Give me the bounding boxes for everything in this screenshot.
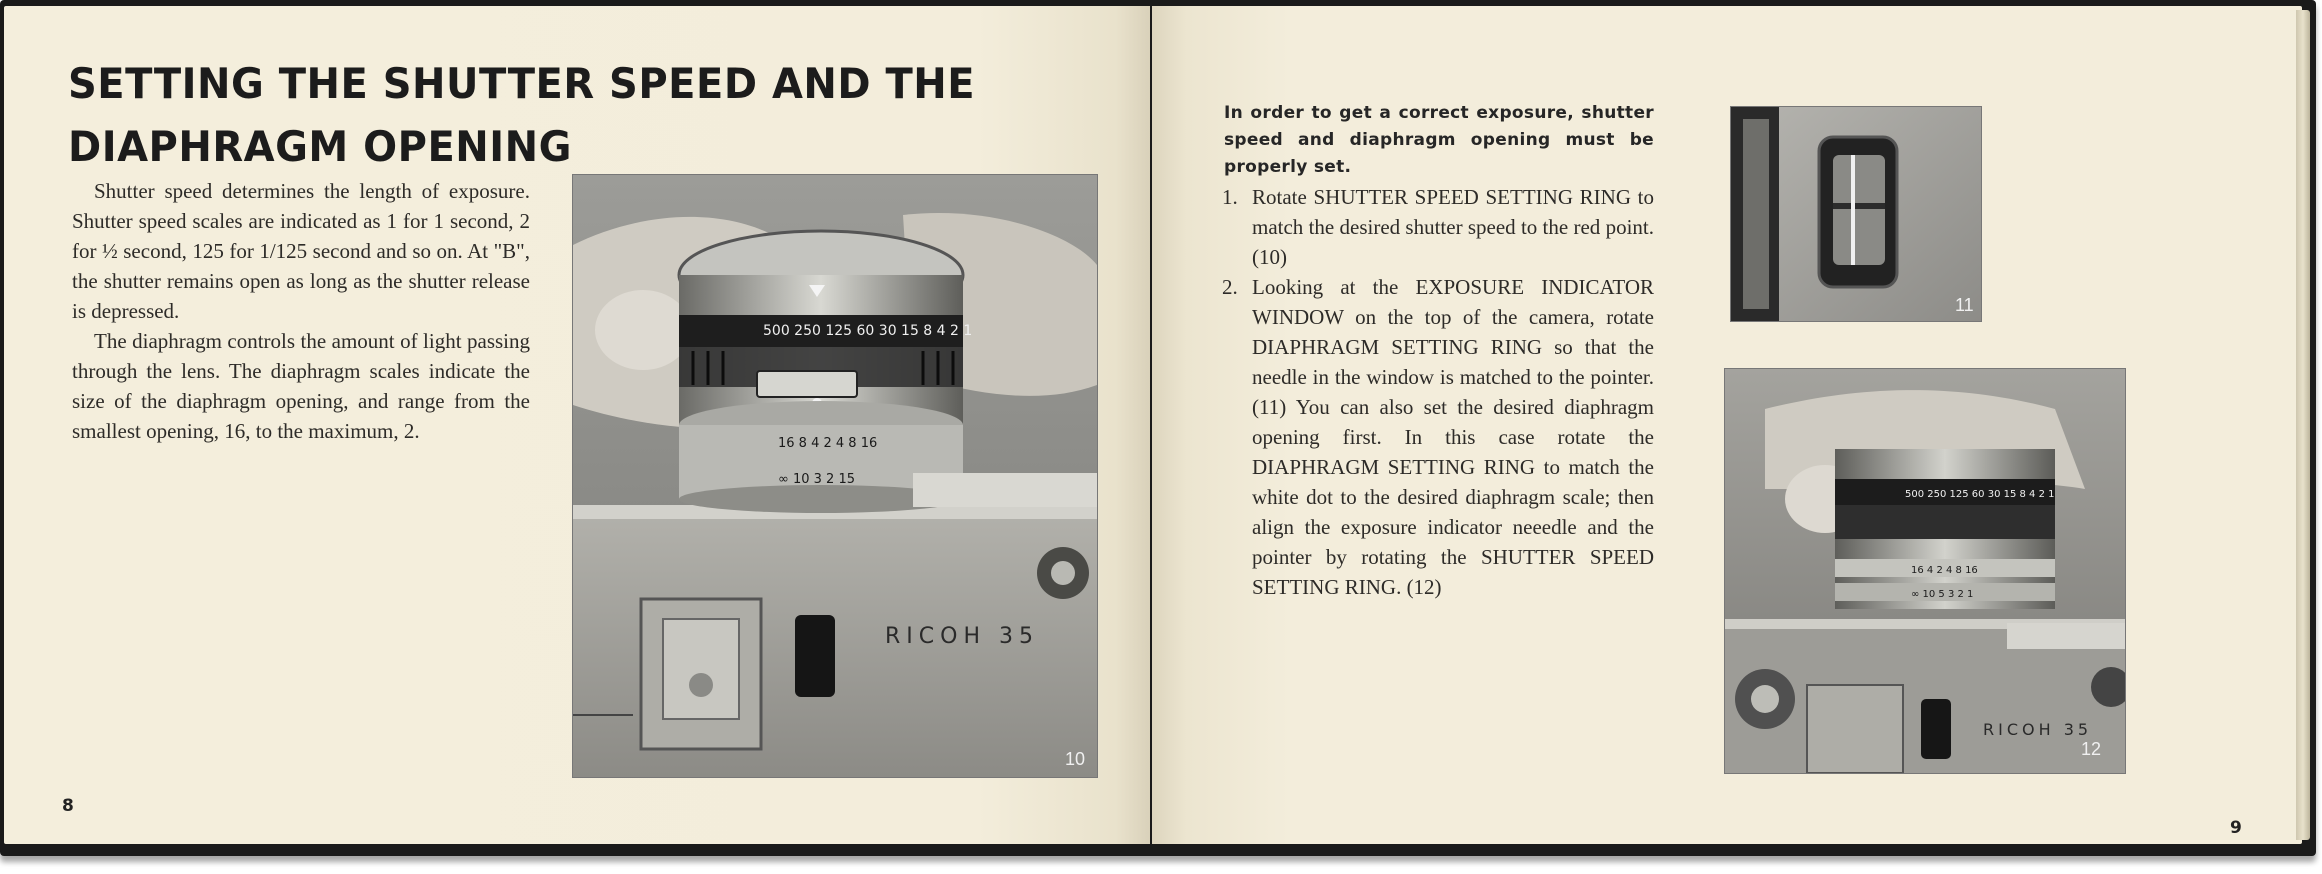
step-item — [1222, 182, 1654, 272]
step-number: 1. — [1222, 185, 1238, 209]
aperture-scale: 16 8 4 2 4 8 16 — [778, 436, 878, 451]
step-number: 2. — [1222, 275, 1238, 299]
step-text: Rotate SHUTTER SPEED SETTING RING to match the desired shutter speed to the red point. (10) — [1252, 185, 1654, 269]
page-heading: SETTING THE SHUTTER SPEED AND THE DIAPHRAGM OPENING — [68, 60, 976, 172]
figure-11-number: 11 — [1955, 295, 1974, 315]
camera-brand: RICOH 35 — [1983, 720, 2093, 739]
aperture-scale: 16 4 2 4 8 16 — [1911, 565, 1978, 576]
figure-12-photo — [1724, 368, 2126, 774]
distance-scale: ∞ 10 3 2 15 — [778, 472, 855, 487]
step-text: Looking at the EXPOSURE INDICATOR WINDOW on the top of the camera, rotate DIAPHRAGM SETTING RING so that the needle in the window is matched to the pointer. (11) You can also set the desired diaphragm opening first. In this case rotate the DIAPHRAGM SETTING RING to match the white dot to the desired diaphragm scale; then align the exposure indicator neeedle and the pointer by rotating the SHUTTER SPEED SETTING RING. (12) — [1252, 275, 1654, 599]
step-item — [1222, 272, 1654, 602]
speed-scale: 500 250 125 60 30 15 8 4 2 1 — [1905, 489, 2055, 500]
page-edge-strip — [2296, 10, 2310, 840]
right-page — [1152, 6, 2302, 844]
page-number-right: 9 — [2230, 818, 2242, 838]
left-page — [4, 6, 1150, 844]
figure-10-photo — [572, 174, 1098, 778]
speed-scale: 500 250 125 60 30 15 8 4 2 1 — [763, 323, 973, 339]
figure-12-number: 12 — [2081, 739, 2102, 759]
paragraph-diaphragm: The diaphragm controls the amount of light passing through the lens. The diaphragm scales indicate the size of the diaphragm opening, and range from the smallest opening, 16, to the maximum, 2. — [72, 329, 530, 443]
distance-scale: ∞ 10 5 3 2 1 — [1911, 589, 1974, 600]
body-text — [72, 176, 530, 446]
figure-11-photo — [1730, 106, 1982, 322]
paragraph-shutter-speed: Shutter speed determines the length of exposure. Shutter speed scales are indicated as 1 for 1 second, 2 for ½ second, 125 for 1/125 second and so on. At "B", the shutter remains open as long as the shutter release is depressed. — [72, 179, 530, 323]
figure-10-number: 10 — [1065, 749, 1086, 769]
steps-list — [1222, 182, 1654, 602]
page-number-left: 8 — [62, 796, 74, 816]
camera-brand: RICOH 35 — [885, 624, 1039, 649]
intro-text: In order to get a correct exposure, shutter speed and diaphragm opening must be properly set. — [1224, 103, 1654, 177]
